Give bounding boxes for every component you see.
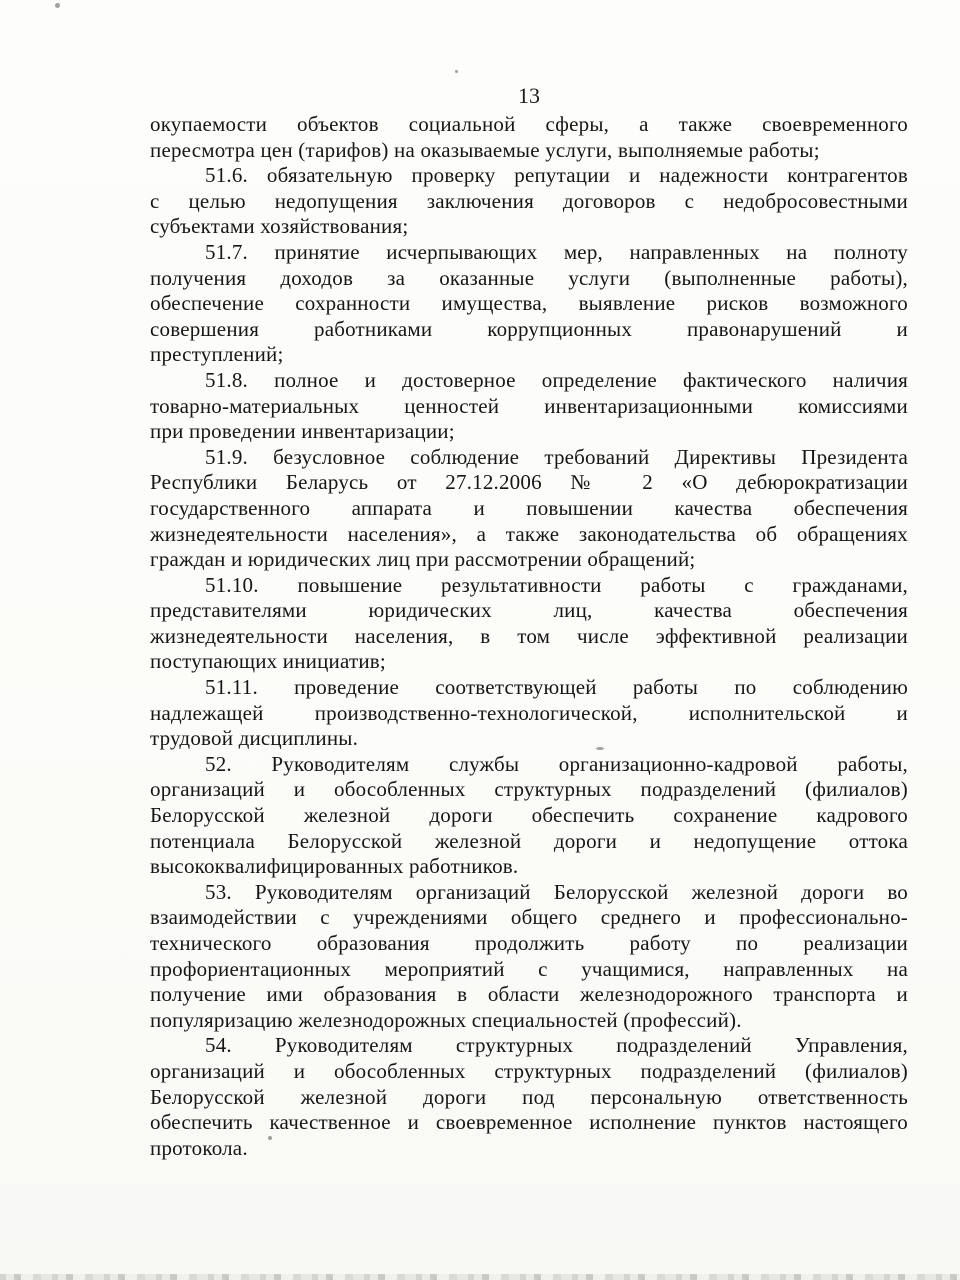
scan-bottom-edge-artifact — [0, 1274, 960, 1280]
text-line: протокола. — [150, 1135, 248, 1160]
text-line: 51.9. безусловное соблюдение требований Директивы Президента — [205, 444, 908, 469]
paragraph-continuation — [150, 112, 908, 163]
text-line: пересмотра цен (тарифов) на оказываемые услуги, выполняемые работы; — [150, 137, 820, 162]
text-line: обеспечение сохранности имущества, выявление рисков возможного — [150, 291, 908, 316]
paragraph-53 — [150, 880, 908, 1034]
text-line: 51.7. принятие исчерпывающих мер, направленных на полноту — [205, 239, 908, 264]
text-block — [150, 112, 908, 1161]
text-line: совершения работниками коррупционных правонарушений и — [150, 316, 908, 341]
page-number: 13 — [518, 83, 540, 108]
text-line: Белорусской железной дороги обеспечить сохранение кадрового — [150, 803, 908, 828]
text-line: Белорусской железной дороги под персональную ответственность — [150, 1084, 908, 1109]
paragraph-54 — [150, 1033, 908, 1161]
scan-speck-artifact — [596, 747, 604, 750]
scan-speck-artifact — [55, 3, 60, 8]
paragraph-51-10 — [150, 573, 908, 675]
text-line: преступлений; — [150, 342, 284, 367]
scan-speck-artifact — [268, 1136, 272, 1140]
text-line: поступающих инициатив; — [150, 649, 386, 674]
scan-speck-artifact — [455, 70, 458, 73]
text-line: 52. Руководителям службы организационно-кадровой работы, — [205, 751, 908, 776]
text-line: окупаемости объектов социальной сферы, а также своевременного — [150, 112, 908, 136]
text-line: 51.10. повышение результативности работы с гражданами, — [205, 572, 908, 597]
paragraph-51-9 — [150, 445, 908, 573]
text-line: государственного аппарата и повышении качества обеспечения — [150, 495, 908, 520]
paragraph-51-11 — [150, 675, 908, 752]
paragraph-51-8 — [150, 368, 908, 445]
text-line: 54. Руководителям структурных подразделений Управления, — [205, 1033, 908, 1058]
text-line: товарно-материальных ценностей инвентаризационными комиссиями — [150, 393, 908, 418]
text-line: 51.6. обязательную проверку репутации и надежности контрагентов — [205, 163, 908, 188]
text-line: с целью недопущения заключения договоров с недобросовестными — [150, 188, 908, 213]
text-line: технического образования продолжить работу по реализации — [150, 931, 908, 955]
text-line: при проведении инвентаризации; — [150, 419, 455, 444]
text-line: субъектами хозяйствования; — [150, 214, 409, 239]
text-line: потенциала Белорусской железной дороги и недопущение оттока — [150, 828, 908, 853]
text-line: трудовой дисциплины. — [150, 726, 359, 751]
text-line: жизнедеятельности населения, в том числе эффективной реализации — [150, 623, 908, 648]
text-line: взаимодействии с учреждениями общего среднего и профессионально- — [150, 905, 908, 930]
text-line: жизнедеятельности населения», а также законодательства об обращениях — [150, 521, 908, 546]
text-line: обеспечить качественное и своевременное исполнение пунктов настоящего — [150, 1110, 908, 1135]
paragraph-51-6 — [150, 163, 908, 240]
text-line: организаций и обособленных структурных подразделений (филиалов) — [150, 777, 908, 802]
text-line: профориентационных мероприятий с учащимися, направленных на — [150, 956, 908, 981]
text-line: Республики Беларусь от 27.12.2006 № 2 «О дебюрократизации — [150, 470, 908, 495]
text-line: 53. Руководителям организаций Белорусской железной дороги во — [205, 879, 908, 904]
text-line: высококвалифицированных работников. — [150, 854, 519, 879]
text-line: надлежащей производственно-технологической, исполнительской и — [150, 700, 908, 725]
text-line: представителями юридических лиц, качества обеспечения — [150, 598, 908, 623]
paragraph-51-7 — [150, 240, 908, 368]
text-line: получения доходов за оказанные услуги (выполненные работы), — [150, 265, 908, 290]
text-line: организаций и обособленных структурных подразделений (филиалов) — [150, 1058, 908, 1083]
text-line: получение ими образования в области железнодорожного транспорта и — [150, 982, 908, 1007]
paragraph-52 — [150, 752, 908, 880]
text-line: 51.8. полное и достоверное определение фактического наличия — [205, 367, 908, 392]
text-line: граждан и юридических лиц при рассмотрении обращений; — [150, 547, 696, 572]
text-line: 51.11. проведение соответствующей работы по соблюдению — [205, 675, 908, 700]
text-line: популяризацию железнодорожных специальностей (профессий). — [150, 1007, 742, 1032]
